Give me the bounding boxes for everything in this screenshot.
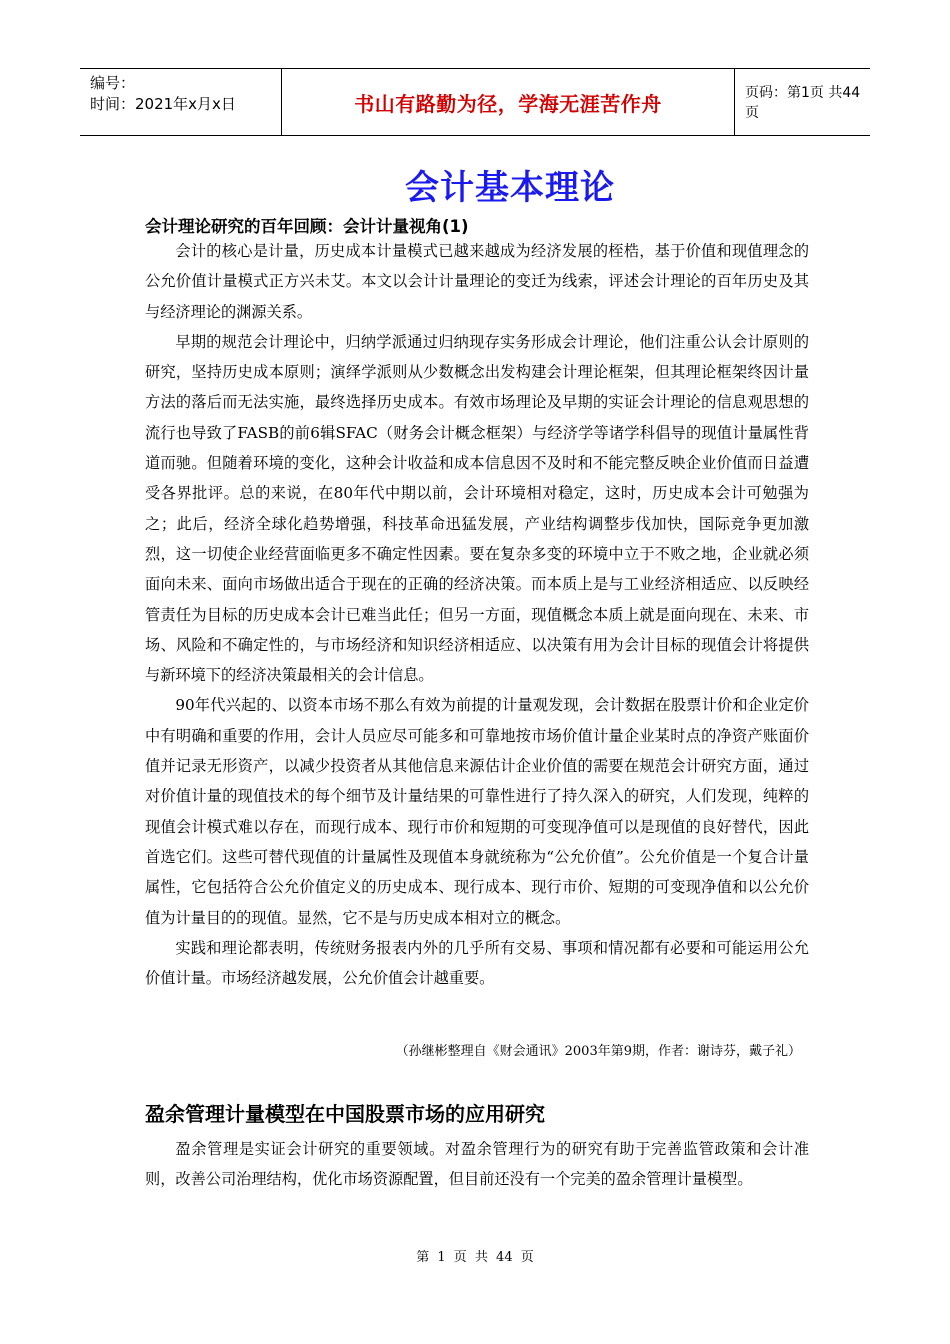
section-heading: 盈余管理计量模型在中国股票市场的应用研究 [145,1102,545,1126]
header-meta [80,69,280,135]
paragraph: 早期的规范会计理论中，归纳学派通过归纳现存实务形成会计理论，他们注重公认会计原则的研究，坚持历史成本原则；演绎学派则从少数概念出发构建会计理论框架，但其理论框架终因计量方法的落后而无法实施，最终选择历史成本。有效市场理论及早期的实证会计理论的信息观思想的流行也导致了FASB的前6辑SFAC（财务会计概念框架）与经济学等诸学科倡导的现值计量属性背道而驰。但随着环境的变化，这种会计收益和成本信息因不及时和不能完整反映企业价值而日益遭受各界批评。总的来说，在80年代中期以前，会计环境相对稳定，这时，历史成本会计可勉强为之；此后，经济全球化趋势增强，科技革命迅猛发展，产业结构调整步伐加快，国际竞争更加激烈，这一切使企业经营面临更多不确定性因素。要在复杂多变的环境中立于不败之地，企业就必须面向未来、面向市场做出适合于现在的正确的经济决策。而本质上是与工业经济相适应、以反映经管责任为目标的历史成本会计已难当此任；但另一方面，现值概念本质上就是面向现在、未来、市场、风险和不确定性的，与市场经济和知识经济相适应、以决策有用为会计目标的现值会计将提供与新环境下的经济决策最相关的会计信息。 [145,332,809,685]
document-title: 会计基本理论 [405,168,615,208]
document-number-label: 编号： [90,74,136,92]
section2-body [145,1134,809,1195]
paragraph: 90年代兴起的、以资本市场不那么有效为前提的计量观发现，会计数据在股票计价和企业定价中有明确和重要的作用，会计人员应尽可能多和可靠地按市场价值计量企业某时点的净资产账面价值并记录无形资产，以减少投资者从其他信息来源估计企业价值的需要在规范会计研究方面，通过对价值计量的现值技术的每个细节及计量结果的可靠性进行了持久深入的研究，人们发现，纯粹的现值会计模式难以存在，而现行成本、现行市价和短期的可变现净值可以是现值的良好替代，因此首选它们。这些可替代现值的计量属性及现值本身就统称为“公允价值”。公允价值是一个复合计量属性，它包括符合公允价值定义的历史成本、现行成本、现行市价、短期的可变现净值和以公允价值为计量目的的现值。显然，它不是与历史成本相对立的概念。 [145,696,809,927]
paragraph: 会计的核心是计量，历史成本计量模式已越来越成为经济发展的桎梏，基于价值和现值理念的公允价值计量模式正方兴未艾。本文以会计计量理论的变迁为线索，评述会计理论的百年历史及其与经济理论的渊源关系。 [145,242,809,321]
paragraph: 实践和理论都表明，传统财务报表内外的几乎所有交易、事项和情况都有必要和可能运用公允价值计量。市场经济越发展，公允价值会计越重要。 [145,938,809,988]
section-subtitle: 会计理论研究的百年回顾：会计计量视角(1) [145,217,469,236]
source-credit: （孙继彬整理自《财会通讯》2003年第9期，作者：谢诗芬，戴子礼） [395,1044,801,1059]
header-page-info: 页码：第1页 共44页 [745,85,861,121]
page-header [80,68,870,136]
document-time-label: 时间：2021年x月x日 [90,95,236,113]
page-footer: 第 1 页 共 44 页 [416,1250,534,1265]
paragraph: 盈余管理是实证会计研究的重要领域。对盈余管理行为的研究有助于完善监管政策和会计准则，改善公司治理结构，优化市场资源配置，但目前还没有一个完美的盈余管理计量模型。 [145,1140,809,1189]
header-motto: 书山有路勤为径，学海无涯苦作舟 [281,69,735,135]
section1-body [145,236,809,993]
